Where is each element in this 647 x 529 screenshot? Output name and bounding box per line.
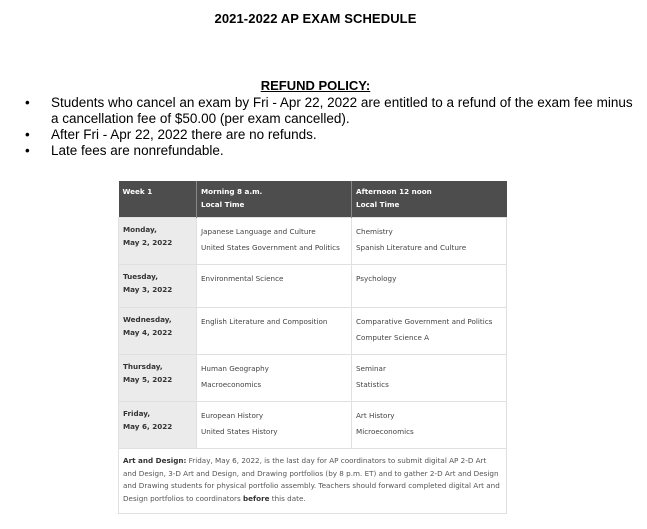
table-row <box>119 265 507 308</box>
exam-subject: Microeconomics <box>356 427 414 436</box>
afternoon-cell <box>352 402 507 449</box>
morning-cell <box>197 402 352 449</box>
exam-schedule-table <box>118 181 507 514</box>
exam-subject: Macroeconomics <box>201 380 262 389</box>
afternoon-cell <box>352 355 507 402</box>
afternoon-cell <box>352 308 507 355</box>
exam-subject: Spanish Literature and Culture <box>356 243 467 252</box>
afternoon-cell <box>352 218 507 265</box>
exam-subject: Chemistry <box>356 227 393 236</box>
morning-cell <box>197 218 352 265</box>
exam-subject: Computer Science A <box>356 333 430 342</box>
exam-subject: Japanese Language and Culture <box>201 227 316 236</box>
day-cell: Tuesday, May 3, 2022 <box>119 265 197 308</box>
table-note-row <box>119 449 507 514</box>
policy-text: Students who cancel an exam by Fri - Apr 22, 2022 are entitled to a refund of the exam fee minus a cancellation fee of $50.00 (per exam cancelled). <box>51 95 633 126</box>
table-row <box>119 355 507 402</box>
policy-bullet <box>0 95 640 127</box>
bullet-icon: • <box>25 127 30 142</box>
morning-cell <box>197 265 352 308</box>
exam-subject: English Literature and Composition <box>201 317 328 326</box>
day-cell: Thursday, May 5, 2022 <box>119 355 197 402</box>
refund-policy-heading: REFUND POLICY: <box>260 78 371 93</box>
exam-subject: Seminar <box>356 364 386 373</box>
exam-subject: Art History <box>356 411 395 420</box>
morning-header: Morning 8 a.m. Local Time <box>197 181 352 218</box>
exam-subject: United States History <box>201 427 278 436</box>
exam-subject: United States Government and Politics <box>201 243 340 252</box>
note-label: Art and Design: <box>123 456 187 465</box>
week-header: Week 1 <box>119 181 197 218</box>
table-row <box>119 402 507 449</box>
day-cell: Monday, May 2, 2022 <box>119 218 197 265</box>
document-title: 2021-2022 AP EXAM SCHEDULE <box>214 11 417 26</box>
exam-subject: Statistics <box>356 380 389 389</box>
morning-cell <box>197 355 352 402</box>
afternoon-cell <box>352 265 507 308</box>
refund-policy-list <box>0 95 640 159</box>
policy-bullet <box>0 143 640 159</box>
policy-bullet <box>0 127 640 143</box>
bullet-icon: • <box>25 95 30 110</box>
afternoon-header: Afternoon 12 noon Local Time <box>352 181 507 218</box>
policy-text: Late fees are nonrefundable. <box>51 143 224 158</box>
exam-subject: Human Geography <box>201 364 269 373</box>
table-header-row <box>119 181 507 218</box>
day-cell: Friday, May 6, 2022 <box>119 402 197 449</box>
table-row <box>119 308 507 355</box>
exam-subject: Psychology <box>356 274 397 283</box>
day-cell: Wednesday, May 4, 2022 <box>119 308 197 355</box>
bullet-icon: • <box>25 143 30 158</box>
art-design-note: Art and Design: Friday, May 6, 2022, is the last day for AP coordinators to submit digital AP 2-D Art and Design, 3-D Art and Design, and Drawing portfolios (by 8 p.m. ET) and to gather 2-D Art and Design and Drawing students for physical portfolio assembly. Teachers should forward completed digital Art and Design portfolios to coordinators before this date. <box>119 449 507 514</box>
exam-subject: European History <box>201 411 264 420</box>
exam-subject: Comparative Government and Politics <box>356 317 493 326</box>
exam-subject: Environmental Science <box>201 274 284 283</box>
morning-cell <box>197 308 352 355</box>
note-emphasis: before <box>242 493 270 503</box>
policy-text: After Fri - Apr 22, 2022 there are no refunds. <box>51 127 317 142</box>
table-row <box>119 218 507 265</box>
